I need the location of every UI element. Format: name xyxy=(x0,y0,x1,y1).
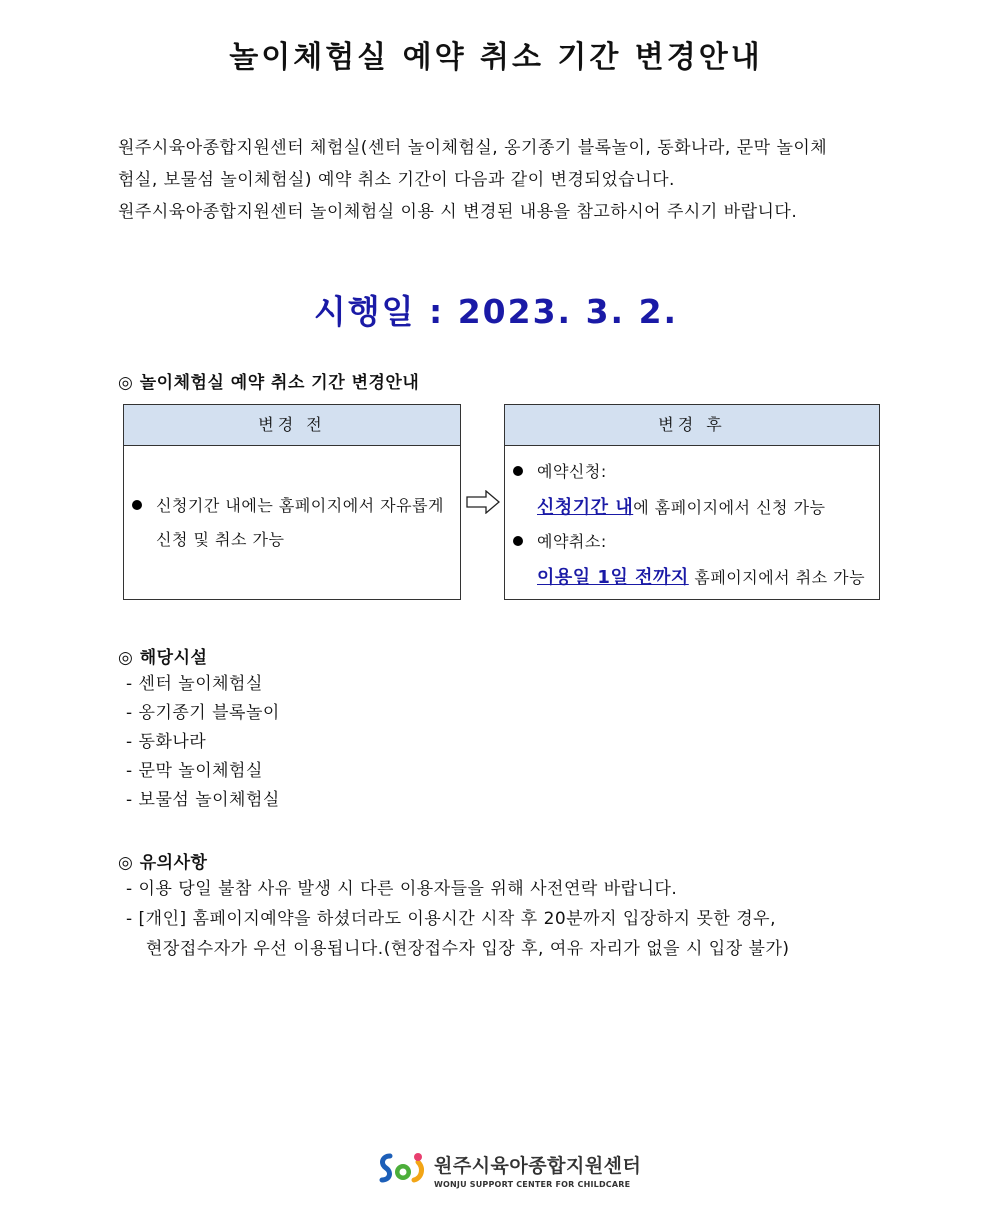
footer-logo-text xyxy=(434,1151,641,1189)
bullet-dot-icon xyxy=(513,466,523,476)
after-cancel-row xyxy=(513,529,607,552)
notes-list xyxy=(126,874,790,964)
after-box xyxy=(504,404,880,600)
list-item: - 센터 놀이체험실 xyxy=(126,674,263,694)
notes-heading: ◎ 유의사항 xyxy=(118,853,208,873)
apply-period-emphasis: 신청기간 내 xyxy=(537,497,634,518)
after-box-header: 변경 후 xyxy=(505,405,879,446)
cancel-deadline-emphasis: 이용일 1일 전까지 xyxy=(537,567,689,588)
list-item: - 보물섬 놀이체험실 xyxy=(126,790,280,810)
intro-line-2: 험실, 보물섬 놀이체험실) 예약 취소 기간이 다음과 같이 변경되었습니다. xyxy=(118,170,675,190)
before-line-1: 신청기간 내에는 홈페이지에서 자유롭게 xyxy=(156,496,445,515)
change-section-heading: ◎ 놀이체험실 예약 취소 기간 변경안내 xyxy=(118,373,420,393)
after-apply-detail xyxy=(537,493,826,519)
cancel-label: 예약취소: xyxy=(537,532,607,551)
cancel-detail-text: 홈페이지에서 취소 가능 xyxy=(688,568,866,587)
after-apply-row xyxy=(513,459,607,482)
intro-line-3: 원주시육아종합지원센터 놀이체험실 이용 시 변경된 내용을 참고하시어 주시기 바랍니다. xyxy=(118,202,798,222)
list-item: 현장접수자가 우선 이용됩니다.(현장접수자 입장 후, 여유 자리가 없을 시 입장 불가) xyxy=(146,939,790,959)
apply-label: 예약신청: xyxy=(537,462,607,481)
bullet-dot-icon xyxy=(132,500,142,510)
list-item: - 이용 당일 불참 사유 발생 시 다른 이용자들을 위해 사전연락 바랍니다. xyxy=(126,879,678,899)
footer-logo xyxy=(376,1150,641,1190)
intro-line-1: 원주시육아종합지원센터 체험실(센터 놀이체험실, 옹기종기 블록놀이, 동화나라, 문막 놀이체 xyxy=(118,138,828,158)
before-line-2-row xyxy=(156,527,284,550)
before-box-header: 변경 전 xyxy=(124,405,460,446)
list-item: - [개인] 홈페이지예약을 하셨더라도 이용시간 시작 후 20분까지 입장하지 못한 경우, xyxy=(126,909,776,929)
org-name-en: WONJU SUPPORT CENTER FOR CHILDCARE xyxy=(434,1180,631,1189)
facilities-list xyxy=(126,670,280,815)
list-item: - 문막 놀이체험실 xyxy=(126,761,263,781)
org-name: 원주시육아종합지원센터 xyxy=(434,1155,642,1177)
list-item: - 동화나라 xyxy=(126,732,207,752)
bullet-dot-icon xyxy=(513,536,523,546)
list-item: - 옹기종기 블록놀이 xyxy=(126,703,280,723)
intro-paragraph xyxy=(118,132,888,228)
facilities-heading: ◎ 해당시설 xyxy=(118,648,208,668)
after-cancel-detail xyxy=(537,563,865,589)
wonju-center-logo-icon xyxy=(376,1150,428,1190)
right-arrow-icon xyxy=(466,490,500,514)
before-line-2: 신청 및 취소 가능 xyxy=(156,530,285,549)
before-box xyxy=(123,404,461,600)
apply-detail-text: 에 홈페이지에서 신청 가능 xyxy=(633,498,826,517)
before-bullet xyxy=(132,493,444,516)
effective-date: 시행일 : 2023. 3. 2. xyxy=(313,292,679,331)
page-title: 놀이체험실 예약 취소 기간 변경안내 xyxy=(229,40,763,75)
